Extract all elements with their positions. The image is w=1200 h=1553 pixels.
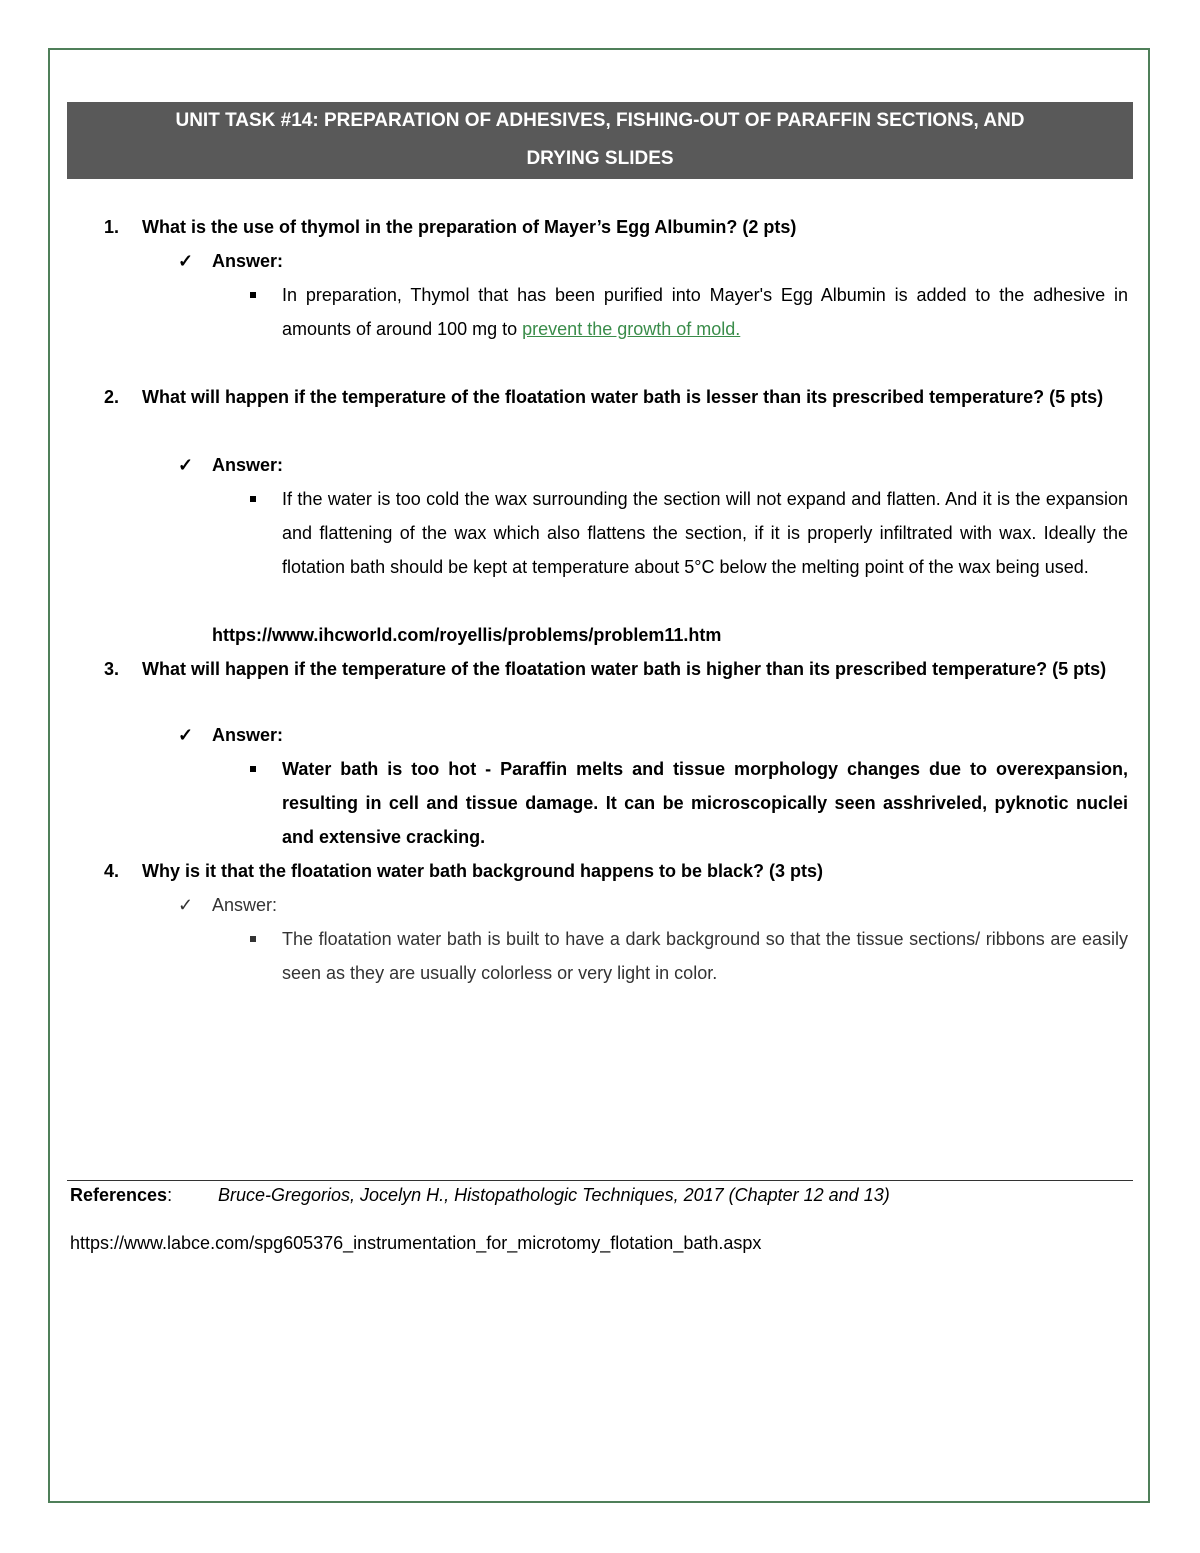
square-bullet-icon: [250, 496, 256, 502]
title-line-2: DRYING SLIDES: [526, 148, 674, 169]
answer-label: Answer:: [212, 251, 284, 271]
checkmark-icon: ✓: [178, 455, 194, 475]
page-title: [67, 102, 1133, 179]
question-text: What is the use of thymol in the preparation of Mayer’s Egg Albumin? (2 pts): [142, 217, 797, 237]
square-bullet-icon: [250, 936, 256, 942]
question-text: What will happen if the temperature of the floatation water bath is higher than its prescribed temperature? (5 pts): [142, 659, 1107, 679]
answer-text: If the water is too cold the wax surrounding the section will not expand and flatten. And it is the expansion and flattening of the wax which also flattens the section, if it is properly infiltrated with wax. Ideally the flotation bath should be kept at temperature about 5°C below the melting point of the wax being used.: [282, 489, 1128, 577]
references-label: References: [70, 1185, 168, 1205]
square-bullet-icon: [250, 292, 256, 298]
checkmark-icon: ✓: [178, 895, 194, 915]
question-number: 3.: [104, 659, 120, 679]
title-line-1: UNIT TASK #14: PREPARATION OF ADHESIVES, FISHING-OUT OF PARAFFIN SECTIONS, AND: [175, 110, 1025, 131]
question-number: 4.: [104, 861, 120, 881]
checkmark-icon: ✓: [178, 251, 194, 271]
references-url[interactable]: https://www.labce.com/spg605376_instrumentation_for_microtomy_flotation_bath.aspx: [70, 1233, 762, 1253]
answer-label: Answer:: [212, 455, 284, 475]
checkmark-icon: ✓: [178, 725, 194, 745]
references-citation: Bruce-Gregorios, Jocelyn H., Histopathologic Techniques, 2017 (Chapter 12 and 13): [218, 1185, 890, 1205]
references: [70, 1180, 890, 1210]
question-number: 2.: [104, 387, 120, 407]
answer-text: In preparation, Thymol that has been purified into Mayer's Egg Albumin is added to the adhesive in amounts of around 100 mg to prevent the growth of mold.: [282, 285, 1128, 339]
answer-text: Water bath is too hot - Paraffin melts and tissue morphology changes due to overexpansion, resulting in cell and tissue damage. It can be microscopically seen asshriveled, pyknotic nuclei and extensive cracking.: [282, 759, 1128, 847]
answer-text: The floatation water bath is built to have a dark background so that the tissue sections/ ribbons are easily seen as they are usually colorless or very light in color.: [282, 929, 1128, 983]
square-bullet-icon: [250, 766, 256, 772]
source-url[interactable]: https://www.ihcworld.com/royellis/problems/problem11.htm: [212, 625, 722, 645]
references-colon: :: [167, 1185, 173, 1205]
question-number: 1.: [104, 217, 120, 237]
highlight-link[interactable]: prevent the growth of mold.: [522, 319, 741, 339]
question-text: What will happen if the temperature of the floatation water bath is lesser than its prescribed temperature? (5 pts): [142, 387, 1104, 407]
answer-label: Answer:: [212, 725, 284, 745]
answer-label: Answer:: [212, 895, 278, 915]
question-text: Why is it that the floatation water bath background happens to be black? (3 pts): [142, 861, 824, 881]
